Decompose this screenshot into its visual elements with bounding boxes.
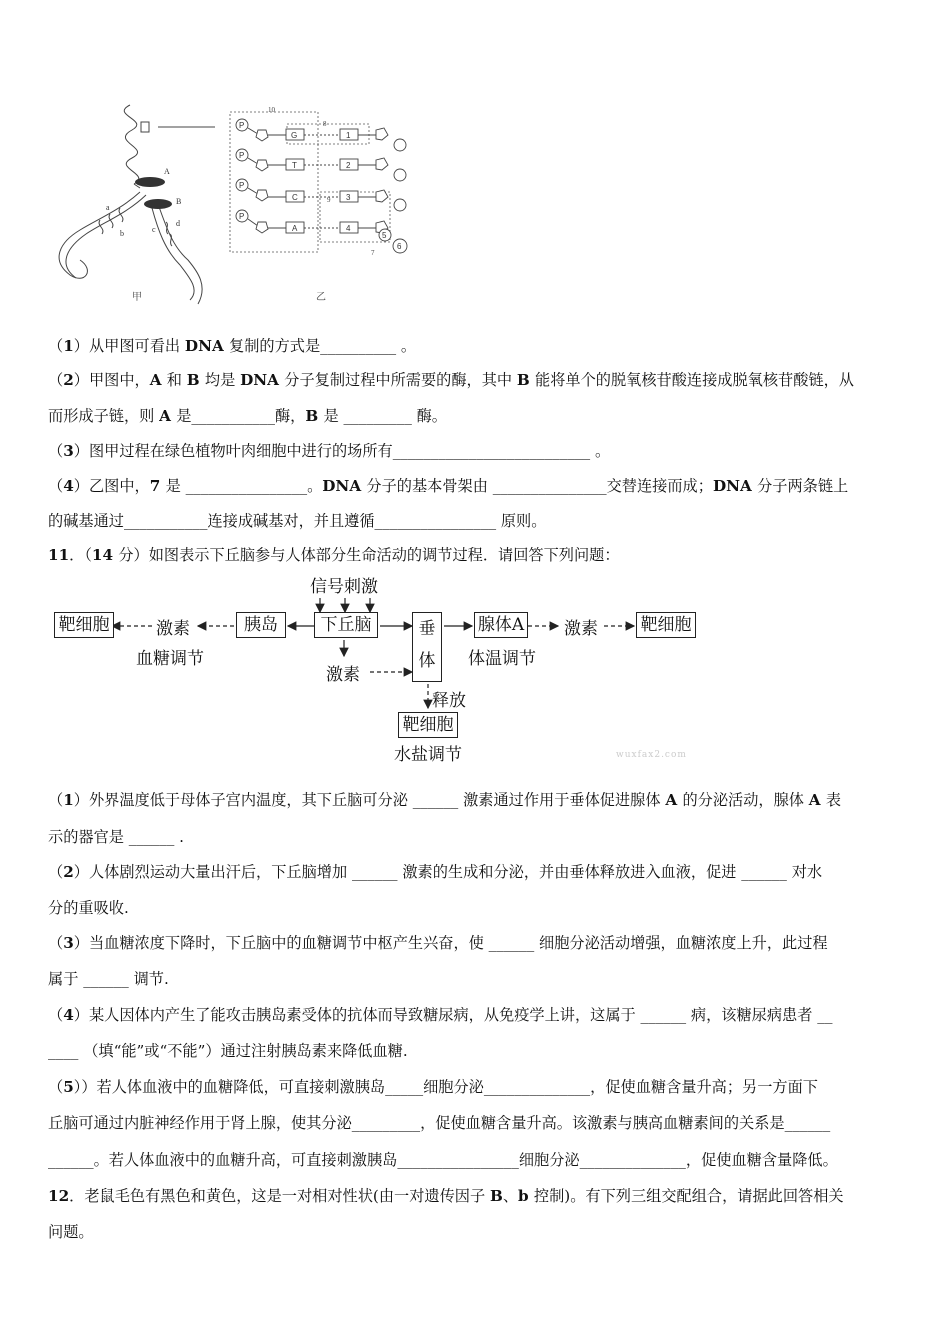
q11-part4-line2: ____ （填“能”或“不能”）通过注射胰岛素来降低血糖. — [48, 1042, 408, 1060]
target-cell-box-right: 靶细胞 — [636, 612, 696, 638]
signal-stimulus-label: 信号刺激 — [310, 577, 378, 597]
base-4: 4 — [346, 224, 351, 233]
q11-part2-line1: （2）人体剧烈运动大量出汗后，下丘脑增加 ______ 激素的生成和分泌，并由垂体释放进入血液，促进 ______ 对水 — [48, 863, 823, 881]
hormone-label-middle: 激素 — [326, 665, 360, 685]
label-yi: 乙 — [316, 292, 326, 303]
base-a: A — [292, 224, 298, 233]
hypothalamus-box: 下丘脑 — [314, 612, 378, 638]
pituitary-char-2: 体 — [418, 651, 436, 671]
q10-part2-line2: 而形成子链，则 A 是___________酶，B 是 _________ 酶。 — [48, 407, 447, 425]
label-a-lower: a — [106, 203, 110, 212]
base-t: T — [292, 161, 297, 170]
q11-part3-line2: 属于 ______ 调节. — [48, 970, 169, 988]
pituitary-char-1: 垂 — [418, 619, 436, 639]
phosphate-3: P — [239, 181, 245, 190]
base-g: G — [291, 131, 298, 140]
q11-part5-line2: 丘脑可通过内脏神经作用于肾上腺，使其分泌_________，促使血糖含量升高。该激素与胰高血糖素间的关系是______ — [48, 1114, 831, 1132]
label-a-upper: A — [164, 167, 170, 176]
enzyme-a — [135, 177, 165, 187]
label-c: c — [152, 225, 156, 234]
q11-part3-line1: （3）当血糖浓度下降时，下丘脑中的血糖调节中枢产生兴奋，使 ______ 细胞分泌活动增强，血糖浓度上升，此过程 — [48, 934, 828, 952]
gland-a-box: 腺体A — [474, 612, 528, 638]
q10-part4-line1: （4）乙图中，7 是 ________________。DNA 分子的基本骨架由 _______________交替连接而成；DNA 分子两条链上 — [48, 477, 849, 495]
hypothalamus-diagram — [48, 572, 708, 767]
q10-part4-line2: 的碱基通过___________连接成碱基对，并且遵循________________ 原则。 — [48, 512, 547, 530]
watermark: wuxfax2.com — [616, 750, 687, 760]
q11-part1-line1: （1）外界温度低于母体子宫内温度，其下丘脑可分泌 ______ 激素通过作用于垂体促进腺体 A 的分泌活动，腺体 A 表 — [48, 791, 842, 809]
num-10: 10 — [268, 106, 275, 114]
q11-part1-line2: 示的器官是 ______ . — [48, 828, 184, 846]
q12-line1: 12．老鼠毛色有黑色和黄色，这是一对相对性状(由一对遗传因子 B、b 控制)。有下列三组交配组合，请据此回答相关 — [48, 1187, 844, 1205]
q12-line2: 问题。 — [48, 1223, 94, 1241]
water-salt-regulation-label: 水盐调节 — [394, 745, 462, 765]
q10-part2-line1: （2）甲图中，A 和 B 均是 DNA 分子复制过程中所需要的酶，其中 B 能将单个的脱氧核苷酸连接成脱氧核苷酸链，从 — [48, 371, 854, 389]
phosphate-4: P — [239, 212, 245, 221]
base-1: 1 — [346, 131, 351, 140]
q11-part5-line1: （5））若人体血液中的血糖降低，可直接刺激胰岛_____细胞分泌______________，促使血糖含量升高；另一方面下 — [48, 1078, 818, 1096]
body-temperature-regulation-label: 体温调节 — [468, 649, 536, 669]
hormone-label-left: 激素 — [156, 619, 190, 639]
label-b-upper: B — [176, 197, 182, 206]
q10-part1: （1）从甲图可看出 DNA 复制的方式是__________ 。 — [48, 337, 417, 355]
label-jia: 甲 — [132, 292, 142, 303]
q11-title: 11．（14 分）如图表示下丘脑参与人体部分生命活动的调节过程．请回答下列问题： — [48, 546, 620, 564]
phosphate-2: P — [239, 151, 245, 160]
target-cell-box-left: 靶细胞 — [54, 612, 114, 638]
label-b-lower: b — [120, 229, 124, 238]
pancreatic-islet-box: 胰岛 — [236, 612, 286, 638]
diagram-arrows — [48, 572, 708, 767]
blood-glucose-regulation-label: 血糖调节 — [136, 649, 204, 669]
q11-part5-line3: ______。若人体血液中的血糖升高，可直接刺激胰岛________________细胞分泌______________，促使血糖含量降低。 — [48, 1151, 838, 1169]
q11-part4-line1: （4）某人因体内产生了能攻击胰岛素受体的抗体而导致糖尿病，从免疫学上讲，这属于 ______ 病，该糖尿病患者 __ — [48, 1006, 833, 1024]
num-6: 6 — [397, 242, 402, 251]
label-d: d — [176, 219, 180, 228]
num-8: 8 — [323, 120, 327, 128]
num-7: 7 — [371, 249, 375, 257]
hormone-label-right: 激素 — [564, 619, 598, 639]
base-3: 3 — [346, 193, 351, 202]
base-2: 2 — [346, 161, 351, 170]
num-9: 9 — [327, 196, 331, 204]
base-c: C — [292, 193, 298, 202]
release-label: 释放 — [432, 691, 466, 711]
q11-part2-line2: 分的重吸收. — [48, 899, 129, 917]
num-5: 5 — [382, 231, 387, 240]
q10-part3: （3）图甲过程在绿色植物叶肉细胞中进行的场所有__________________________ 。 — [48, 442, 611, 460]
pituitary-box — [412, 612, 442, 682]
dna-replication-figure — [40, 100, 420, 310]
target-cell-box-bottom: 靶细胞 — [398, 712, 458, 738]
enzyme-b — [144, 199, 172, 209]
phosphate-1: P — [239, 121, 245, 130]
